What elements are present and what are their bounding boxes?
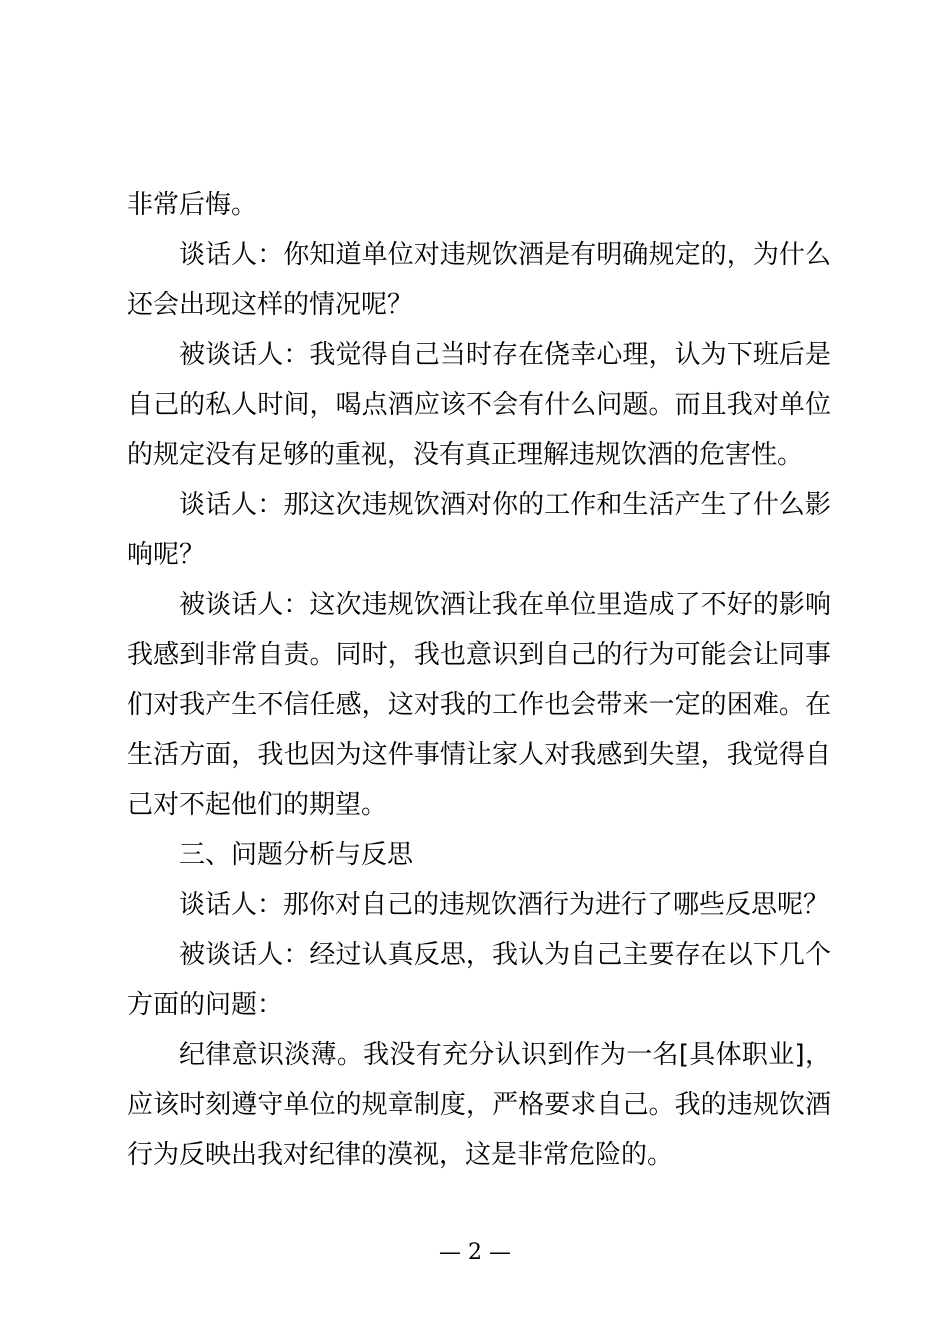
paragraph-line: 被谈话人：经过认真反思，我认为自己主要存在以下几个 <box>179 940 831 970</box>
paragraph-line: 纪律意识淡薄。我没有充分认识到作为一名[具体职业]， <box>179 1040 831 1070</box>
paragraph-line: 自己的私人时间，喝点酒应该不会有什么问题。而且我对单位 <box>127 390 831 420</box>
paragraph-line: 被谈话人：我觉得自己当时存在侥幸心理，认为下班后是 <box>179 340 831 370</box>
paragraph-line: 行为反映出我对纪律的漠视，这是非常危险的。 <box>127 1140 674 1170</box>
paragraph-line: 己对不起他们的期望。 <box>127 790 388 820</box>
paragraph-line: 谈话人：那这次违规饮酒对你的工作和生活产生了什么影 <box>179 490 831 520</box>
paragraph-line: 响呢？ <box>127 540 206 570</box>
paragraph-line: 方面的问题： <box>127 990 284 1020</box>
paragraph-line: 们对我产生不信任感，这对我的工作也会带来一定的困难。在 <box>127 690 831 720</box>
section-heading: 三、问题分析与反思 <box>179 840 414 870</box>
page-number: — 2 — <box>439 1240 511 1265</box>
paragraph-line: 被谈话人：这次违规饮酒让我在单位里造成了不好的影响 <box>179 590 831 620</box>
paragraph-line: 还会出现这样的情况呢？ <box>127 290 414 320</box>
paragraph-line: 应该时刻遵守单位的规章制度，严格要求自己。我的违规饮酒 <box>127 1090 831 1120</box>
paragraph-line: 非常后悔。 <box>127 190 258 220</box>
paragraph-line: 谈话人：你知道单位对违规饮酒是有明确规定的，为什么 <box>179 240 831 270</box>
paragraph-line: 生活方面，我也因为这件事情让家人对我感到失望，我觉得自 <box>127 740 831 770</box>
paragraph-line: 我感到非常自责。同时，我也意识到自己的行为可能会让同事 <box>127 640 831 670</box>
paragraph-line: 的规定没有足够的重视，没有真正理解违规饮酒的危害性。 <box>127 440 804 470</box>
paragraph-line: 谈话人：那你对自己的违规饮酒行为进行了哪些反思呢？ <box>179 890 830 920</box>
